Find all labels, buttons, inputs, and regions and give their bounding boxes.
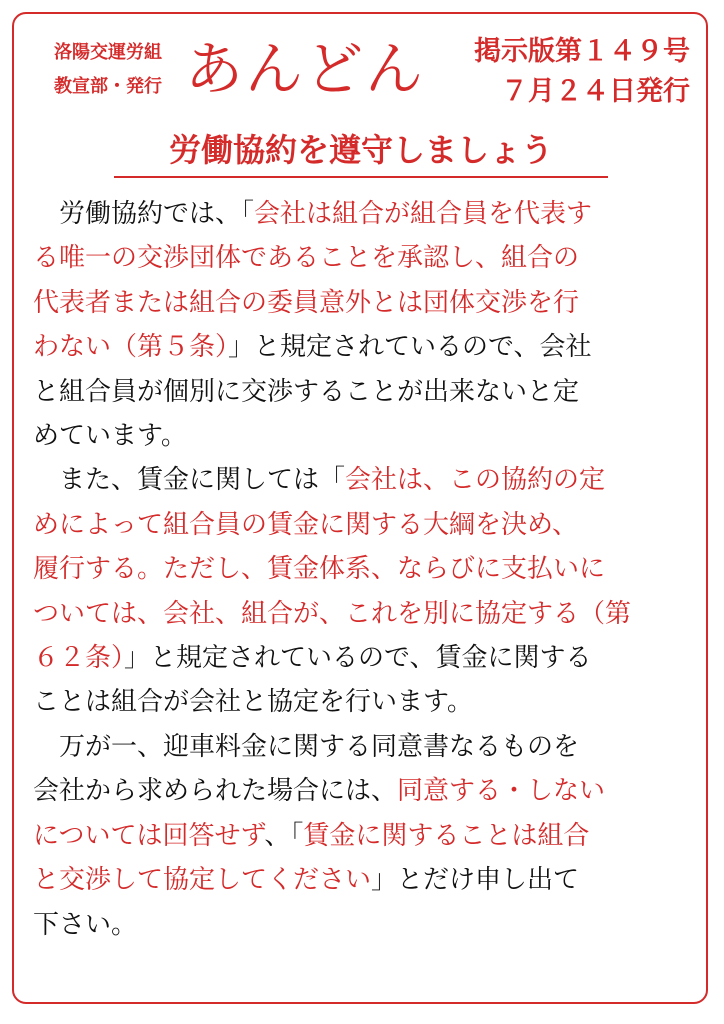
issue-number: 掲示版第１４９号 [474, 36, 690, 67]
text-line [33, 192, 695, 236]
text-line [33, 769, 695, 813]
quoted-clause: わない（第５条） [33, 332, 229, 363]
article-body [33, 192, 695, 947]
issue-block [430, 32, 690, 112]
highlighted-phrase: については回答せず [33, 820, 265, 851]
text-line [33, 281, 695, 325]
plain-text: 、「 [264, 820, 304, 851]
quoted-clause: めによって組合員の賃金に関する大綱を決め、 [33, 509, 578, 540]
publisher-dept: 教宣部・発行 [54, 76, 162, 97]
text-line [33, 636, 695, 680]
plain-text: 万が一、迎車料金に関する同意書なるものを [33, 731, 580, 762]
quoted-clause: 履行する。ただし、賃金体系、ならびに支払いに [33, 554, 606, 585]
quoted-clause: 会社は組合が組合員を代表す [254, 199, 593, 229]
issue-date: ７月２４日発行 [501, 76, 690, 107]
text-line [33, 858, 695, 902]
publisher-block [38, 36, 178, 104]
quoted-clause: ついては、会社、組合が、これを別に協定する（第 [33, 598, 632, 629]
plain-text: 」と規定されているので、賃金に関する [124, 643, 592, 674]
plain-text: と組合員が個別に交渉することが出来ないと定 [33, 376, 580, 407]
quoted-clause: 会社は、この協約の定 [345, 465, 606, 496]
plain-text: 」と規定されているので、会社 [228, 332, 592, 363]
newsletter-brand: あんどん [184, 35, 425, 103]
text-line [33, 236, 695, 280]
plain-text: 会社から求められた場合には、 [33, 776, 398, 807]
plain-text: ことは組合が会社と協定を行います。 [33, 687, 473, 718]
text-line [33, 458, 695, 502]
text-line [33, 414, 695, 458]
quoted-clause: 賃金に関することは組合 [303, 820, 590, 851]
quoted-clause: ６２条） [33, 643, 125, 674]
text-line [33, 725, 695, 769]
quoted-clause: と交渉して協定してください [33, 865, 372, 896]
quoted-clause: 代表者または組合の委員意外とは団体交渉を行 [33, 287, 580, 318]
text-line [33, 592, 695, 636]
page-title: 労働協約を遵守しましょう [114, 126, 608, 178]
text-line [33, 503, 695, 547]
highlighted-phrase: 同意する・しない [397, 776, 606, 807]
text-line [33, 547, 695, 591]
publisher-union: 洛陽交運労組 [54, 42, 162, 63]
plain-text: 」とだけ申し出て [371, 865, 580, 896]
plain-text: めています。 [33, 421, 187, 452]
plain-text: 下さい。 [33, 909, 138, 940]
quoted-clause: る唯一の交渉団体であることを承認し、組合の [33, 243, 580, 274]
text-line [33, 325, 695, 369]
text-line [33, 903, 695, 947]
plain-text: 労働協約では、「 [33, 199, 255, 229]
text-line [33, 680, 695, 724]
text-line [33, 370, 695, 414]
plain-text: また、賃金に関しては「 [33, 465, 346, 496]
text-line [33, 814, 695, 858]
